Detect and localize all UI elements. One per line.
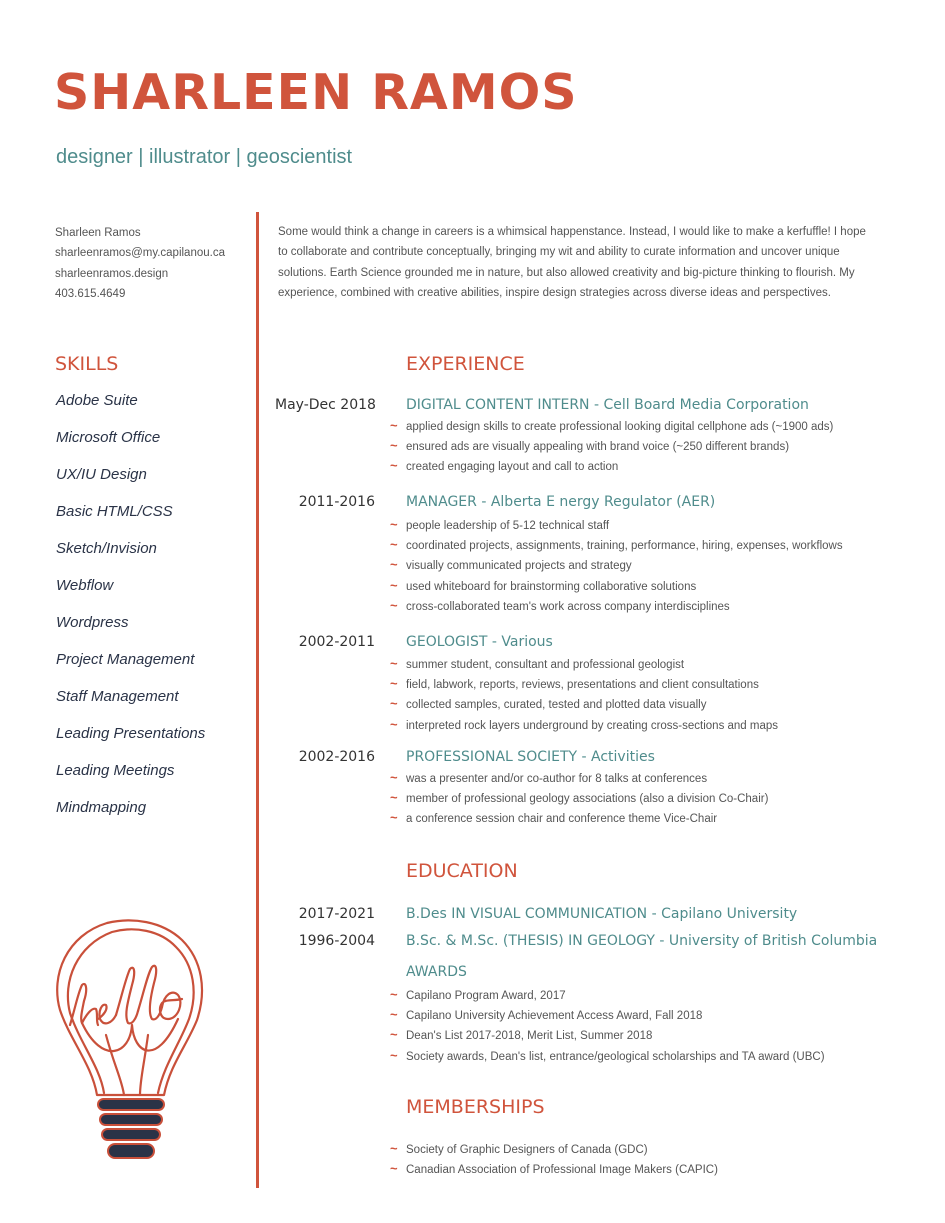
skills-list: [56, 391, 205, 835]
job-bullets: [390, 768, 768, 829]
job-title: MANAGER - Alberta E nergy Regulator (AER): [406, 494, 716, 510]
contact-phone: 403.615.4649: [55, 287, 126, 300]
tilde-bullet-icon: ~: [390, 418, 398, 433]
tilde-bullet-icon: ~: [390, 1027, 398, 1043]
tilde-bullet-icon: ~: [390, 1007, 398, 1023]
list-item: ~ created engaging layout and call to action: [390, 456, 833, 476]
job-title: GEOLOGIST - Various: [406, 634, 553, 650]
contact-name: Sharleen Ramos: [55, 227, 141, 239]
skill-item: Project Management: [56, 651, 195, 668]
awards-heading: AWARDS: [406, 964, 467, 980]
list-item: ~ Capilano Program Award, 2017: [390, 985, 825, 1005]
list-item: ~ interpreted rock layers underground by creating cross-sections and maps: [390, 715, 778, 735]
tilde-bullet-icon: ~: [390, 537, 398, 553]
skill-item: Webflow: [56, 577, 114, 594]
skills-heading: SKILLS: [55, 353, 119, 375]
list-item: ~ was a presenter and/or co-author for 8 talks at conferences: [390, 768, 768, 788]
list-item: ~ Society awards, Dean's list, entrance/geological scholarships and TA award (UBC): [390, 1046, 825, 1066]
job-title: PROFESSIONAL SOCIETY - Activities: [406, 749, 655, 765]
lightbulb-icon: [52, 915, 212, 1180]
tilde-bullet-icon: ~: [390, 577, 398, 593]
skill-item: Basic HTML/CSS: [56, 503, 173, 520]
list-item: ~ cross-collaborated team's work across company interdisciplines: [390, 596, 843, 616]
list-item: ~ Canadian Association of Professional Image Makers (CAPIC): [390, 1159, 718, 1179]
job-bullets: [390, 515, 843, 616]
tilde-bullet-icon: ~: [390, 458, 398, 474]
list-item: ~ used whiteboard for brainstorming collaborative solutions: [390, 576, 843, 596]
tilde-bullet-icon: ~: [390, 676, 398, 692]
tilde-bullet-icon: ~: [390, 770, 398, 785]
job-date: 2002-2011: [298, 634, 375, 650]
resume-name: SHARLEEN RAMOS: [54, 64, 578, 121]
vertical-divider: [256, 212, 259, 1188]
skill-item: UX/IU Design: [56, 466, 147, 483]
list-item: ~ ensured ads are visually appealing with brand voice (~250 different brands): [390, 436, 833, 456]
skill-item: Adobe Suite: [56, 392, 138, 409]
list-item: ~ visually communicated projects and strategy: [390, 555, 843, 575]
list-item: ~ Capilano University Achievement Access Award, Fall 2018: [390, 1005, 825, 1025]
tilde-bullet-icon: ~: [390, 716, 398, 732]
tagline: designer | illustrator | geoscientist: [56, 146, 353, 168]
skill-item: Mindmapping: [56, 799, 147, 816]
job-bullets: [390, 416, 833, 477]
education-title: B.Sc. & M.Sc. (THESIS) IN GEOLOGY - University of British Columbia: [406, 933, 878, 949]
skill-item: Wordpress: [56, 614, 129, 631]
tilde-bullet-icon: ~: [390, 1161, 398, 1177]
list-item: ~ people leadership of 5-12 technical staff: [390, 515, 843, 535]
skill-item: Microsoft Office: [56, 429, 161, 446]
education-title: B.Des IN VISUAL COMMUNICATION - Capilano University: [406, 906, 798, 922]
skill-item: Staff Management: [56, 688, 179, 705]
tilde-bullet-icon: ~: [390, 597, 398, 613]
contact-website: sharleenramos.design: [55, 267, 169, 280]
memberships-list: [390, 1139, 718, 1179]
list-item: ~ member of professional geology associations (also a division Co-Chair): [390, 788, 768, 808]
contact-block: [55, 223, 225, 304]
tilde-bullet-icon: ~: [390, 696, 398, 712]
list-item: ~ coordinated projects, assignments, training, performance, hiring, expenses, workflows: [390, 535, 843, 555]
contact-email: sharleenramos@my.capilanou.ca: [55, 247, 225, 260]
tilde-bullet-icon: ~: [390, 517, 398, 532]
job-date: 2011-2016: [298, 494, 375, 510]
awards-list: [390, 985, 825, 1066]
list-item: ~ summer student, consultant and professional geologist: [390, 654, 778, 674]
tilde-bullet-icon: ~: [390, 810, 398, 826]
tilde-bullet-icon: ~: [390, 987, 398, 1002]
list-item: ~ a conference session chair and conference theme Vice-Chair: [390, 808, 768, 828]
list-item: ~ collected samples, curated, tested and plotted data visually: [390, 694, 778, 714]
list-item: ~ field, labwork, reports, reviews, presentations and client consultations: [390, 674, 778, 694]
experience-heading: EXPERIENCE: [406, 353, 525, 375]
tilde-bullet-icon: ~: [390, 438, 398, 454]
tilde-bullet-icon: ~: [390, 656, 398, 671]
intro-paragraph: Some would think a change in careers is a whimsical happenstance. Instead, I would like to make a kerfuffle! I hope to collaborate and contribute conceptually, bringing my wit and ability to curate information and uncover unique solutions. Earth Science grounded me in nature, but also allowed creativity and big-picture thinking to flourish. My experience, combined with creative abilities, inspire design strategies across diverse ideas and perspectives.: [278, 226, 866, 299]
job-bullets: [390, 654, 778, 735]
job-date: May-Dec 2018: [275, 397, 376, 413]
tilde-bullet-icon: ~: [390, 1141, 398, 1156]
tilde-bullet-icon: ~: [390, 557, 398, 573]
list-item: ~ applied design skills to create professional looking digital cellphone ads (~1900 ads): [390, 416, 833, 436]
tilde-bullet-icon: ~: [390, 790, 398, 806]
memberships-heading: MEMBERSHIPS: [406, 1096, 545, 1118]
job-title: DIGITAL CONTENT INTERN - Cell Board Media Corporation: [406, 397, 809, 413]
skill-item: Sketch/Invision: [56, 540, 157, 557]
tilde-bullet-icon: ~: [390, 1047, 398, 1063]
education-date: 1996-2004: [298, 933, 375, 949]
education-date: 2017-2021: [298, 906, 375, 922]
list-item: ~ Dean's List 2017-2018, Merit List, Summer 2018: [390, 1025, 825, 1045]
skill-item: Leading Presentations: [56, 725, 206, 742]
education-heading: EDUCATION: [406, 860, 518, 882]
skill-item: Leading Meetings: [56, 762, 175, 779]
list-item: ~ Society of Graphic Designers of Canada (GDC): [390, 1139, 718, 1159]
job-date: 2002-2016: [298, 749, 375, 765]
